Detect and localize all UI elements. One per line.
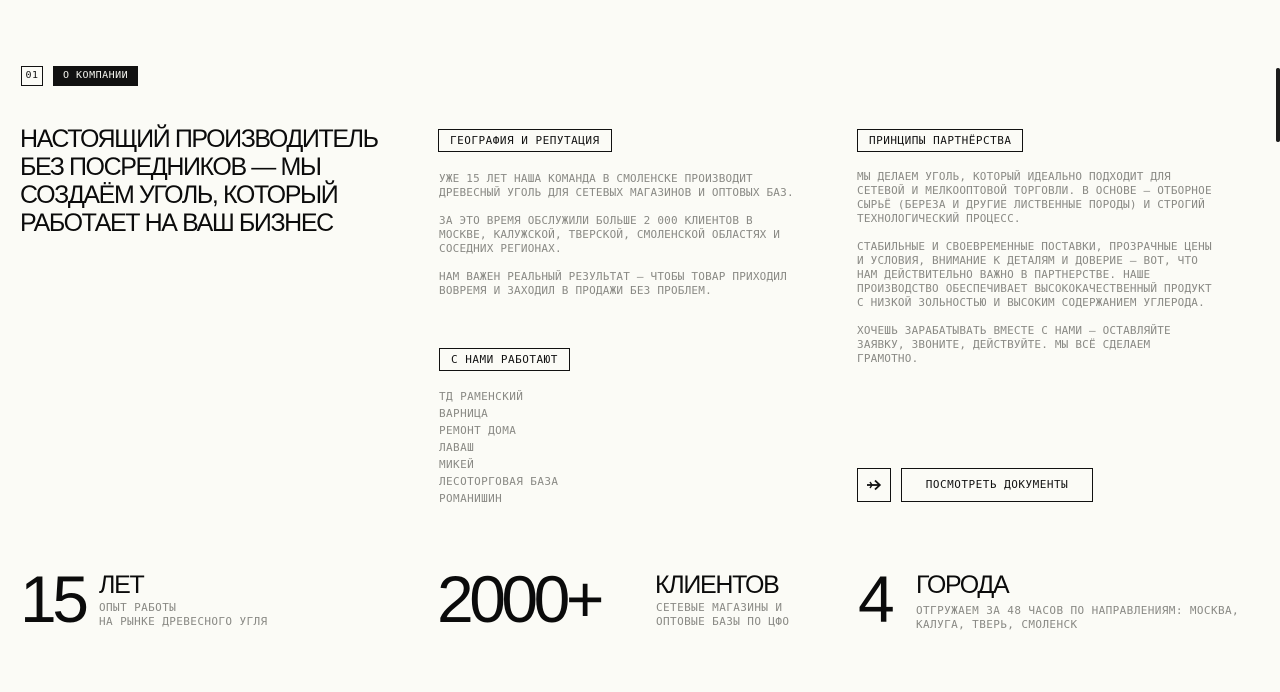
geography-text xyxy=(439,172,799,312)
stat-cities-desc-line: ОТГРУЖАЕМ ЗА 48 ЧАСОВ ПО НАПРАВЛЕНИЯМ: МОСКВА, xyxy=(916,604,1240,617)
stat-cities-desc-line: КАЛУГА, ТВЕРЬ, СМОЛЕНСК xyxy=(916,618,1078,631)
stat-clients-desc xyxy=(656,601,789,629)
geography-paragraph-2: ЗА ЭТО ВРЕМЯ ОБСЛУЖИЛИ БОЛЬШЕ 2 000 КЛИЕНТОВ В МОСКВЕ, КАЛУЖСКОЙ, ТВЕРСКОЙ, СМОЛЕНСКОЙ ОБЛАСТЯХ И СОСЕДНИХ РЕГИОНАХ. xyxy=(439,214,781,255)
stat-years-label: ЛЕТ xyxy=(99,571,144,599)
client-item: ЛЕСОТОРГОВАЯ БАЗА xyxy=(439,475,559,488)
section-title: О КОМПАНИИ xyxy=(53,66,138,86)
geography-paragraph-3: НАМ ВАЖЕН РЕАЛЬНЫЙ РЕЗУЛЬТАТ — ЧТОБЫ ТОВАР ПРИХОДИЛ ВОВРЕМЯ И ЗАХОДИЛ В ПРОДАЖИ БЕЗ ПРОБЛЕМ. xyxy=(439,270,787,297)
arrow-right-icon xyxy=(866,479,882,491)
client-item: ЛАВАШ xyxy=(439,441,475,454)
stat-cities-desc xyxy=(916,604,1239,632)
stat-years-desc xyxy=(99,601,268,629)
principles-text xyxy=(857,170,1217,380)
geography-paragraph-1: УЖЕ 15 ЛЕТ НАША КОМАНДА В СМОЛЕНСКЕ ПРОИЗВОДИТ ДРЕВЕСНЫЙ УГОЛЬ ДЛЯ СЕТЕВЫХ МАГАЗИНОВ И ОПТОВЫХ БАЗ. xyxy=(439,172,794,199)
stat-cities-number: 4 xyxy=(858,562,891,636)
clients-list xyxy=(439,388,558,507)
clients-tag: С НАМИ РАБОТАЮТ xyxy=(439,348,570,371)
client-item: РОМАНИШИН xyxy=(439,492,503,505)
scrollbar-thumb[interactable] xyxy=(1276,68,1280,142)
stat-clients-label: КЛИЕНТОВ xyxy=(655,571,779,599)
stat-cities-label: ГОРОДА xyxy=(916,571,1009,599)
stat-clients-number: 2000+ xyxy=(437,562,600,636)
client-item: ТД РАМЕНСКИЙ xyxy=(439,390,524,403)
principles-paragraph-1: МЫ ДЕЛАЕМ УГОЛЬ, КОТОРЫЙ ИДЕАЛЬНО ПОДХОДИТ ДЛЯ СЕТЕВОЙ И МЕЛКООПТОВОЙ ТОРГОВЛИ. В ОСНОВЕ — ОТБОРНОЕ СЫРЬЁ (БЕРЕЗА И ДРУГИЕ ЛИСТВЕННЫЕ ПОРОДЫ) И СТРОГИЙ ТЕХНОЛОГИЧЕСКИЙ ПРОЦЕСС. xyxy=(857,170,1212,225)
stat-clients-desc-line: ОПТОВЫЕ БАЗЫ ПО ЦФО xyxy=(656,615,790,628)
page-headline: НАСТОЯЩИЙ ПРОИЗВОДИТЕЛЬ БЕЗ ПОСРЕДНИКОВ — МЫ СОЗДАЁМ УГОЛЬ, КОТОРЫЙ РАБОТАЕТ НА ВАШ БИЗНЕС xyxy=(20,125,378,237)
client-item: РЕМОНТ ДОМА xyxy=(439,424,517,437)
principles-paragraph-2: СТАБИЛЬНЫЕ И СВОЕВРЕМЕННЫЕ ПОСТАВКИ, ПРОЗРАЧНЫЕ ЦЕНЫ И УСЛОВИЯ, ВНИМАНИЕ К ДЕТАЛЯМ И ДОВЕРИЕ — ВОТ, ЧТО НАМ ДЕЙСТВИТЕЛЬНО ВАЖНО В ПАРТНЕРСТВЕ. НАШЕ ПРОИЗВОДСТВО ОБЕСПЕЧИВАЕТ ВЫСОКОКАЧЕСТВЕННЫЙ ПРОДУКТ С НИЗКОЙ ЗОЛЬНОСТЬЮ И ВЫСОКИМ СОДЕРЖАНИЕМ УГЛЕРОДА. xyxy=(857,240,1212,309)
principles-tag: ПРИНЦИПЫ ПАРТНЁРСТВА xyxy=(857,129,1023,152)
arrow-button[interactable] xyxy=(857,468,891,502)
stat-years-number: 15 xyxy=(20,562,85,636)
geography-tag: ГЕОГРАФИЯ И РЕПУТАЦИЯ xyxy=(438,129,612,152)
client-item: ВАРНИЦА xyxy=(439,407,489,420)
client-item: МИКЕЙ xyxy=(439,458,475,471)
principles-paragraph-3: ХОЧЕШЬ ЗАРАБАТЫВАТЬ ВМЕСТЕ С НАМИ — ОСТАВЛЯЙТЕ ЗАЯВКУ, ЗВОНИТЕ, ДЕЙСТВУЙТЕ. МЫ ВСЁ СДЕЛАЕМ ГРАМОТНО. xyxy=(857,324,1171,365)
stat-years-desc-line: НА РЫНКЕ ДРЕВЕСНОГО УГЛЯ xyxy=(99,615,268,628)
stat-years-desc-line: ОПЫТ РАБОТЫ xyxy=(99,601,177,614)
section-number: 01 xyxy=(21,66,43,86)
view-documents-button[interactable]: ПОСМОТРЕТЬ ДОКУМЕНТЫ xyxy=(901,468,1093,502)
stat-clients-desc-line: СЕТЕВЫЕ МАГАЗИНЫ И xyxy=(656,601,783,614)
